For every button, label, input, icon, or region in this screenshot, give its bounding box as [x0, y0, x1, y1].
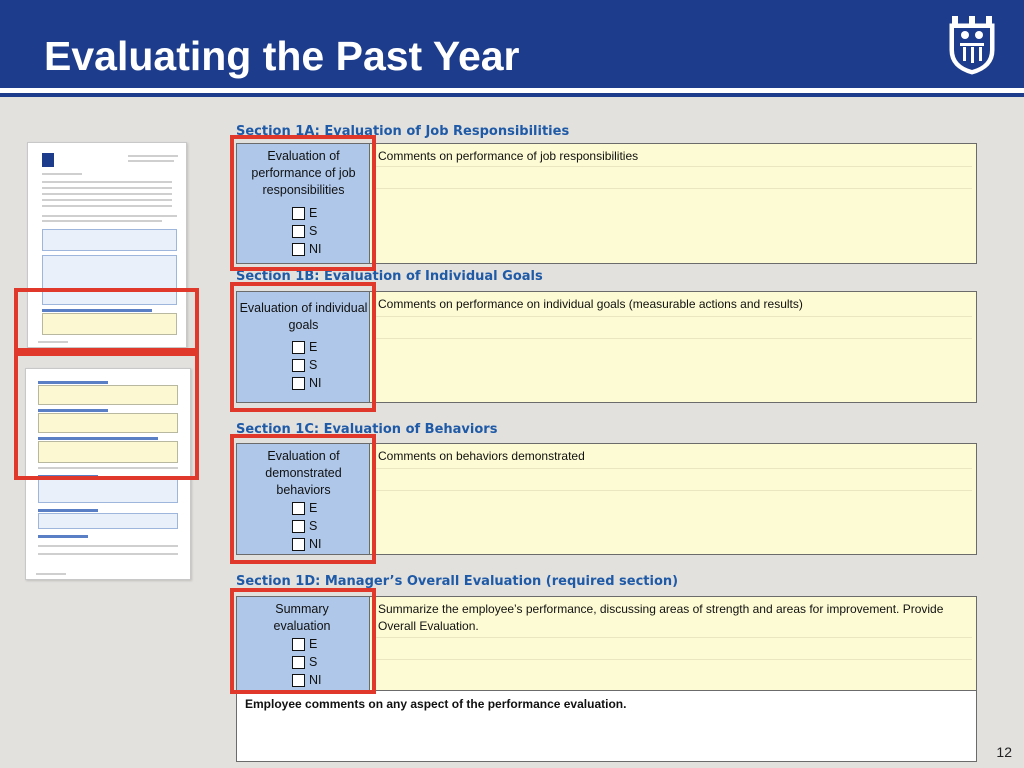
rating-highlight-1c	[230, 434, 376, 564]
option-label: NI	[309, 537, 322, 551]
comments-field[interactable]: Comments on performance of job responsibilities	[378, 149, 639, 163]
rating-highlight-1b	[230, 282, 376, 412]
rating-label: Evaluation of demonstrated behaviors	[265, 449, 342, 497]
section-1a-title: Section 1A: Evaluation of Job Responsibilities	[236, 124, 570, 139]
thumbnail-highlight-2	[14, 352, 199, 480]
option-label: E	[309, 637, 318, 651]
option-label: E	[309, 340, 318, 354]
section-1b-title: Section 1B: Evaluation of Individual Goals	[236, 269, 543, 284]
thumbnail-highlight-1	[14, 288, 199, 352]
section-1c-title: Section 1C: Evaluation of Behaviors	[236, 422, 498, 437]
rating-label: Evaluation of individual goals	[239, 301, 368, 332]
option-label: E	[309, 501, 318, 515]
comments-field[interactable]: Comments on performance on individual goals (measurable actions and results)	[378, 297, 803, 311]
option-label: NI	[309, 673, 322, 687]
header-divider-blue	[0, 93, 1024, 97]
section-1d-title: Section 1D: Manager’s Overall Evaluation (required section)	[236, 574, 679, 589]
option-label: NI	[309, 242, 322, 256]
comments-field[interactable]: Comments on behaviors demonstrated	[378, 449, 585, 463]
university-shield-logo	[946, 14, 998, 76]
rating-highlight-1d	[230, 588, 376, 694]
option-label: E	[309, 206, 318, 220]
slide-title: Evaluating the Past Year	[44, 33, 520, 79]
option-label: S	[309, 358, 318, 372]
option-label: S	[309, 655, 318, 669]
option-label: NI	[309, 376, 322, 390]
option-label: S	[309, 224, 318, 238]
employee-comments-label: Employee comments on any aspect of the performance evaluation.	[245, 697, 627, 711]
title-bar	[0, 0, 1024, 88]
comments-field[interactable]: Summarize the employee’s performance, discussing areas of strength and areas for improvement. Provide Overall Evaluation.	[378, 602, 944, 633]
rating-label: Evaluation of performance of job responsibilities	[251, 149, 356, 197]
employee-comments-box[interactable]	[236, 690, 977, 762]
rating-highlight-1a	[230, 135, 376, 271]
option-label: S	[309, 519, 318, 533]
page-number: 12	[996, 744, 1012, 760]
rating-label: Summary evaluation	[273, 602, 331, 633]
